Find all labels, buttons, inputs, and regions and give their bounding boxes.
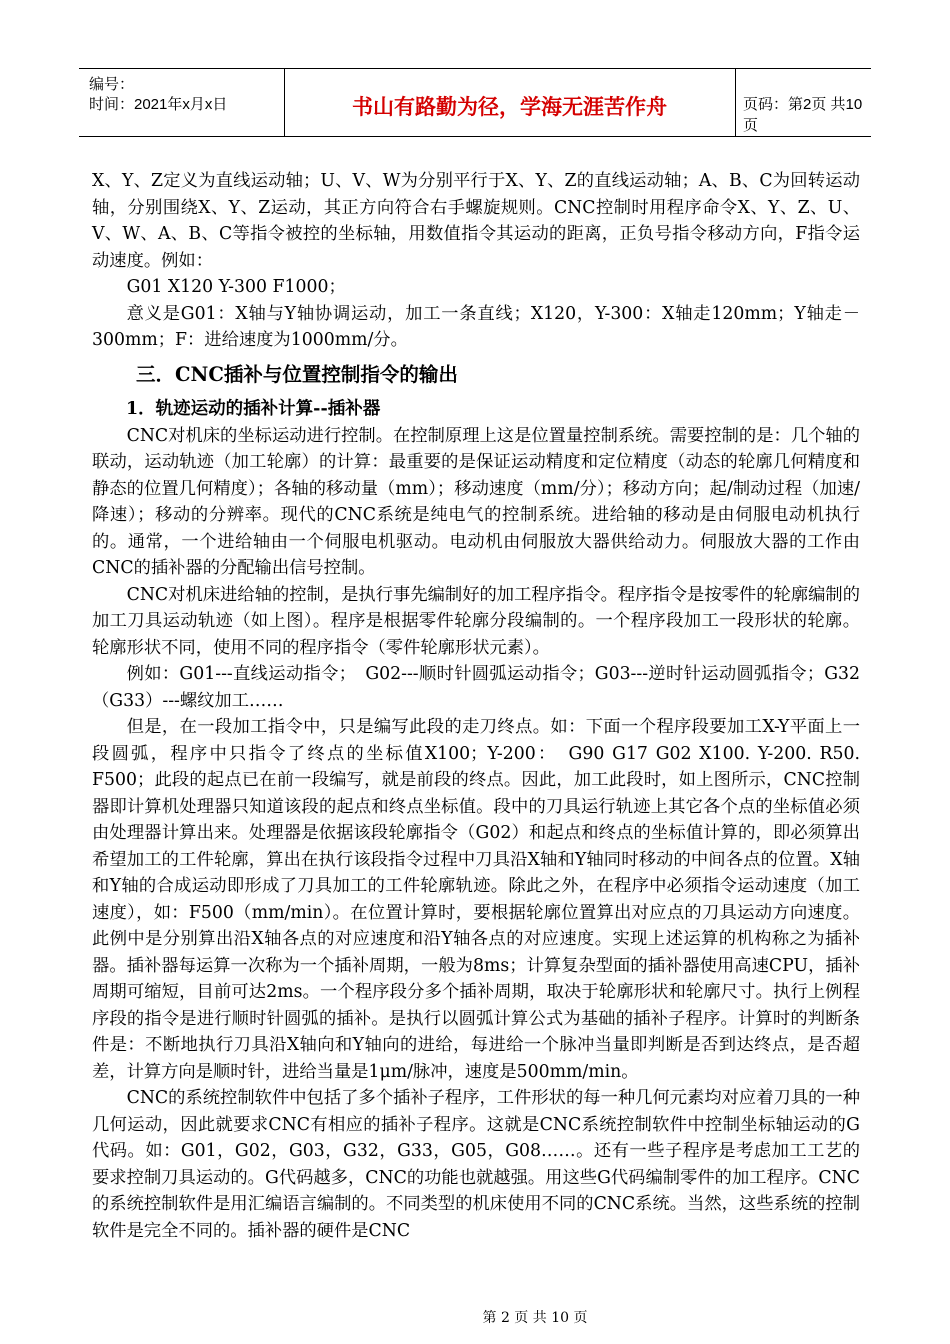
- paragraph-code-example: G01 X120 Y-300 F1000；: [126, 277, 346, 297]
- header-page-cell: [735, 69, 871, 136]
- page-footer: 第 2 页 共 10 页: [482, 1310, 588, 1326]
- header-motto: 书山有路勤为径，学海无涯苦作舟: [352, 95, 667, 119]
- paragraph-g-code-examples: 例如：G01---直线运动指令； G02---顺时针圆弧运动指令；G03---逆时针运动圆弧指令；G32（G33）---螺纹加工……: [92, 664, 860, 711]
- header-motto-cell: [284, 69, 736, 136]
- header-page-label: 页码：第2页 共10页: [743, 96, 863, 134]
- paragraph-axis-definitions: X、Y、Z定义为直线运动轴；U、V、W为分别平行于X、Y、Z的直线运动轴；A、B、C为回转运动轴，分别围绕X、Y、Z运动，其正方向符合右手螺旋规则。CNC控制时用程序命令X、Y、Z、U、V、W、A、B、C等指令被控的坐标轴，用数值指令其运动的距离，正负号指令移动方向，F指令运动速度。例如：: [92, 171, 860, 271]
- paragraph-interpolation: 但是，在一段加工指令中，只是编写此段的走刀终点。如：下面一个程序段要加工X-Y平面上一段圆弧，程序中只指令了终点的坐标值X100；Y-200： G90 G17 G02 X100. Y-200. R50. F500；此段的起点已在前一段编写，就是前段的终点。因此，加工此段时，如上图所示，CNC控制器即计算机处理器只知道该段的起点和终点坐标值。段中的刀具运行轨迹上其它各个点的坐标值必须由处理器计算出来。处理器是依据该段轮廓指令（G02）和起点和终点的坐标值计算的，即必须算出希望加工的工件轮廓，算出在执行该段指令过程中刀具沿X轴和Y轴同时移动的中间各点的位置。X轴和Y轴的合成运动即形成了刀具加工的工件轮廓轨迹。除此之外，在程序中必须指令运动速度（加工速度），如：F500（mm/min）。在位置计算时，要根据轮廓位置算出对应点的刀具运动方向速度。此例中是分别算出沿X轴各点的对应速度和沿Y轴各点的对应速度。实现上述运算的机构称之为插补器。插补器每运算一次称为一个插补周期，一般为8ms；计算复杂型面的插补器使用高速CPU，插补周期可缩短，目前可达2ms。一个程序段分多个插补周期，取决于轮廓形状和轮廓尺寸。执行上例程序段的指令是进行顺时针圆弧的插补。是执行以圆弧计算公式为基础的插补子程序。计算时的判断条件是：不断地执行刀具沿X轴向和Y轴向的进给，每进给一个脉冲当量即判断是否到达终点，是否超差，计算方向是顺时针，进给当量是1μm/脉冲，速度是500mm/min。: [92, 717, 860, 1082]
- subsection-heading: 1．轨迹运动的插补计算--插补器: [126, 398, 381, 419]
- page-header: [79, 68, 871, 137]
- section-heading: 三．CNC插补与位置控制指令的输出: [136, 362, 458, 386]
- document-body: [92, 168, 860, 1244]
- header-info-cell: [79, 69, 285, 136]
- doc-number-label: 编号：: [89, 76, 135, 93]
- paragraph-code-meaning: 意义是G01：X轴与Y轴协调运动，加工一条直线；X120，Y-300：X轴走120mm；Y轴走－300mm；F：进给速度为1000mm/分。: [92, 303, 860, 350]
- paragraph-program-instructions: CNC对机床进给轴的控制，是执行事先编制好的加工程序指令。程序指令是按零件的轮廓编制的加工刀具运动轨迹（如上图）。程序是根据零件轮廓分段编制的。一个程序段加工一段形状的轮廓。轮廓形状不同，使用不同的程序指令（零件轮廓形状元素）。: [92, 584, 860, 658]
- paragraph-control-software: CNC的系统控制软件中包括了多个插补子程序，工件形状的每一种几何元素均对应着刀具的一种几何运动，因此就要求CNC有相应的插补子程序。这就是CNC系统控制软件中控制坐标轴运动的G代码。如：G01，G02，G03，G32，G33，G05，G08……。还有一些子程序是考虑加工工艺的要求控制刀具运动的。G代码越多，CNC的功能也就越强。用这些G代码编制零件的加工程序。CNC的系统控制软件是用汇编语言编制的。不同类型的机床使用不同的CNC系统。当然，这些系统的控制软件是完全不同的。插补器的硬件是CNC: [92, 1088, 860, 1241]
- paragraph-cnc-control: CNC对机床的坐标运动进行控制。在控制原理上这是位置量控制系统。需要控制的是：几个轴的联动，运动轨迹（加工轮廓）的计算：最重要的是保证运动精度和定位精度（动态的轮廓几何精度和静态的位置几何精度）；各轴的移动量（mm）；移动速度（mm/分）；移动方向；起/制动过程（加速/降速）；移动的分辨率。现代的CNC系统是纯电气的控制系统。进给轴的移动是由伺服电动机执行的。通常，一个进给轴由一个伺服电机驱动。电动机由伺服放大器供给动力。伺服放大器的工作由CNC的插补器的分配输出信号控制。: [92, 425, 860, 578]
- doc-time-label: 时间：2021年x月x日: [89, 96, 228, 113]
